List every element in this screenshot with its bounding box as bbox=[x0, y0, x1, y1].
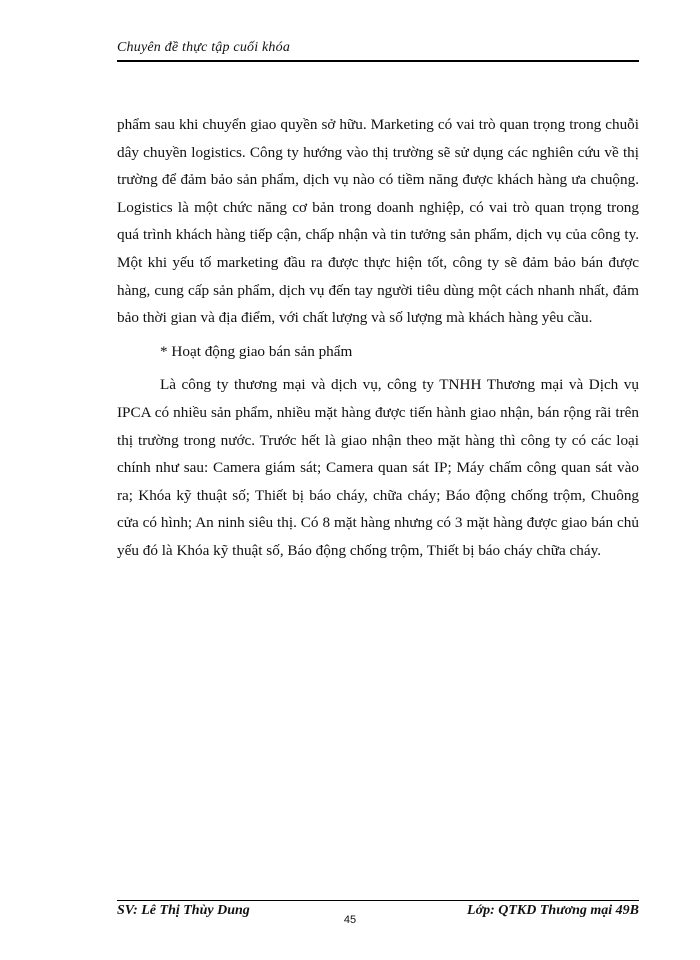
page-number: 45 bbox=[343, 914, 357, 926]
paragraph-logistics-marketing: phẩm sau khi chuyển giao quyền sở hữu. Marketing có vai trò quan trọng trong chuỗi dây chuyền logistics. Công ty hướng vào thị trường sẽ sử dụng các nghiên cứu về thị trường để đảm bảo sản phẩm, dịch vụ nào có tiềm năng được khách hàng ưa chuộng. Logistics là một chức năng cơ bản trong doanh nghiệp, có vai trò quan trọng trong quá trình khách hàng tiếp cận, chấp nhận và tin tưởng sản phẩm, dịch vụ của công ty. Một khi yếu tố marketing đầu ra được thực hiện tốt, công ty sẽ đảm bảo bán được hàng, cung cấp sản phẩm, dịch vụ đến tay người tiêu dùng một cách nhanh nhất, đảm bảo thời gian và địa điểm, với chất lượng và số lượng mà khách hàng yêu cầu. bbox=[117, 116, 639, 327]
running-header: Chuyên đề thực tập cuối khóa bbox=[117, 40, 291, 55]
footer-student-name: SV: Lê Thị Thùy Dung bbox=[117, 903, 250, 918]
footer-divider bbox=[117, 900, 639, 901]
header-divider bbox=[117, 60, 639, 62]
paragraph-sales-activities: Là công ty thương mại và dịch vụ, công ty TNHH Thương mại và Dịch vụ IPCA có nhiều sản phẩm, nhiều mặt hàng được tiến hành giao nhận, bán rộng rãi trên thị trường trong nước. Trước hết là giao nhận theo mặt hàng thì công ty có các loại chính như sau: Camera giám sát; Camera quan sát IP; Máy chấm công quan sát vào ra; Khóa kỹ thuật số; Thiết bị báo cháy, chữa cháy; Báo động chống trộm, Chuông cửa có hình; An ninh siêu thị. Có 8 mặt hàng nhưng có 3 mặt hàng được giao bán chủ yếu đó là Khóa kỹ thuật số, Báo động chống trộm, Thiết bị báo cháy chữa cháy. bbox=[117, 376, 639, 559]
footer-class-name: Lớp: QTKD Thương mại 49B bbox=[467, 903, 639, 918]
body-text bbox=[117, 111, 639, 565]
section-heading-sales: * Hoạt động giao bán sản phẩm bbox=[160, 342, 353, 360]
